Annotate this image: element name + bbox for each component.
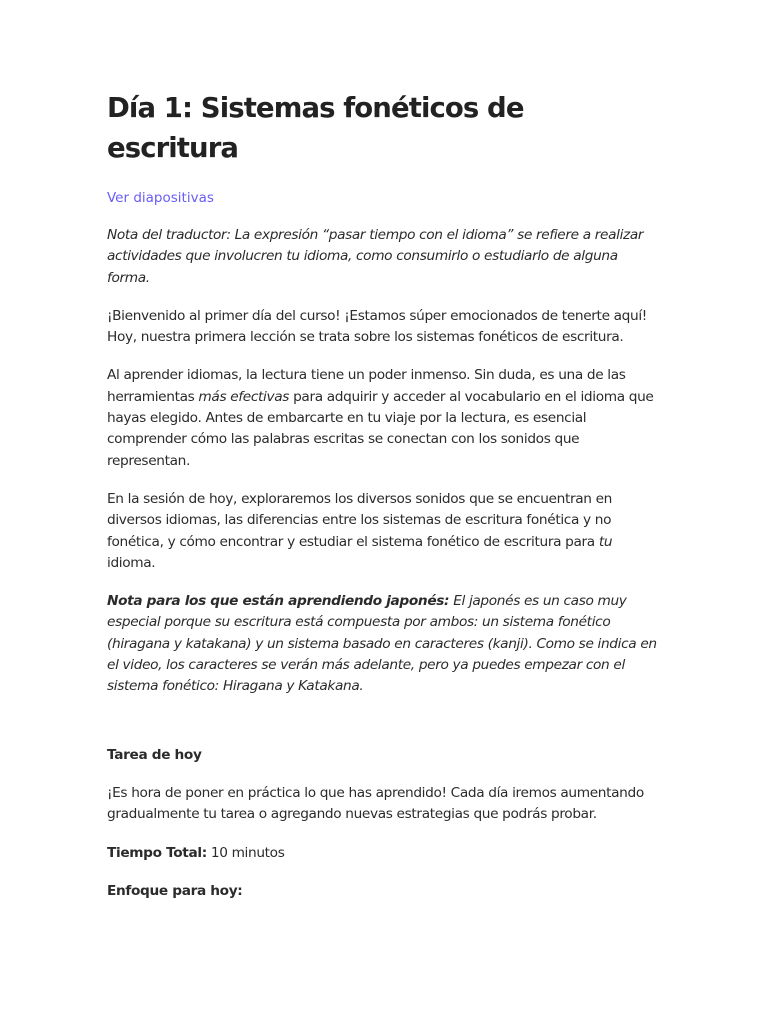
- japanese-note-text: El japonés es un caso muy especial porque su escritura está compuesta por ambos: un sistema fonético (hiragana y katakana) y un sistema basado en caracteres (kanji). Como se indica en el video, los caracteres se verán más adelante, pero ya puedes empezar con el sistema fonético: Hiragana y Katakana.: [107, 593, 657, 695]
- total-time-value: 10 minutos: [206, 844, 285, 861]
- session-emphasis: tu: [598, 533, 613, 550]
- translator-note-text: Nota del traductor: La expresión “pasar tiempo con el idioma” se refiere a realizar actividades que involucren tu idioma, como consumirlo o estudiarlo de alguna forma.: [107, 227, 644, 286]
- view-slides-link[interactable]: Ver diapositivas: [107, 190, 214, 206]
- japanese-note-italic: [107, 593, 657, 694]
- homework-intro: ¡Es hora de poner en práctica lo que has aprendido! Cada día iremos aumentando gradualmente tu tarea o agregando nuevas estrategias que podrás probar.: [107, 784, 644, 823]
- reading-paragraph: [107, 365, 663, 471]
- homework-heading: Tarea de hoy: [107, 746, 202, 763]
- reading-text-end: para adquirir y acceder al vocabulario en el idioma que hayas elegido. Antes de embarcarte en tu viaje por la lectura, es esencial comprender cómo las palabras escritas se conectan con los sonidos que representan.: [107, 388, 654, 469]
- session-paragraph: [107, 489, 663, 574]
- session-text-start: En la sesión de hoy, exploraremos los diversos sonidos que se encuentran en diversos idiomas, las diferencias entre los sistemas de escritura fonética y no fonética, y cómo encontrar y estudiar el sistema fonético de escritura para: [107, 490, 613, 550]
- total-time-label: Tiempo Total:: [107, 844, 207, 861]
- japanese-note: [107, 591, 663, 697]
- translator-note: [107, 225, 663, 289]
- session-text-end: idioma.: [107, 554, 156, 571]
- article-body: [107, 88, 663, 919]
- focus-heading: Enfoque para hoy:: [107, 882, 243, 899]
- welcome-paragraph: ¡Bienvenido al primer día del curso! ¡Estamos súper emocionados de tenerte aquí! Hoy, nuestra primera lección se trata sobre los sistemas fonéticos de escritura.: [107, 307, 647, 346]
- page-title: Día 1: Sistemas fonéticos de escritura: [107, 92, 524, 164]
- japanese-note-label: Nota para los que están aprendiendo japonés:: [107, 593, 450, 610]
- total-time: [107, 843, 663, 864]
- reading-emphasis: más efectivas: [198, 388, 290, 405]
- reading-text-start: Al aprender idiomas, la lectura tiene un poder inmenso. Sin duda, es una de las herramientas: [107, 367, 626, 405]
